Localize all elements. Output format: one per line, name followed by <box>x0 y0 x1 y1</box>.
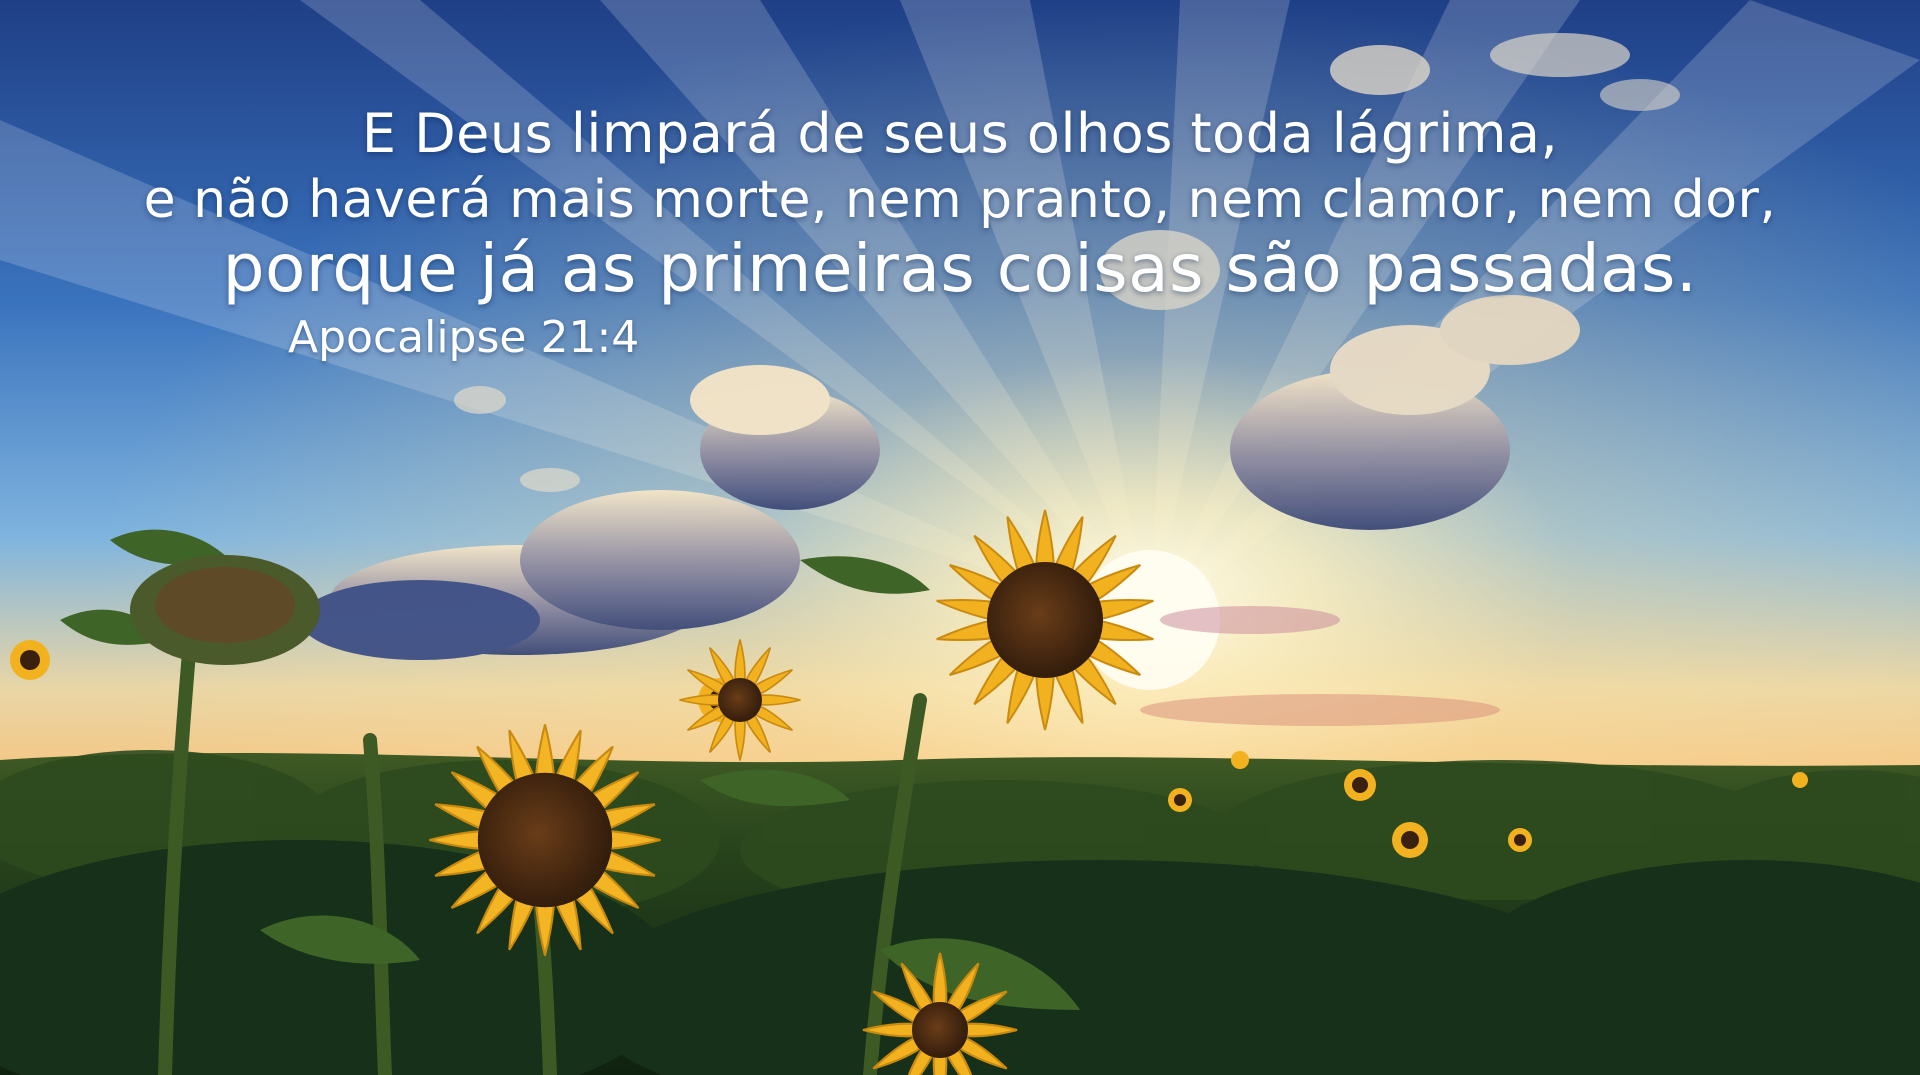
verse-reference: Apocalipse 21:4 <box>288 312 640 363</box>
verse-text <box>0 100 1920 306</box>
verse-line-1: E Deus limpará de seus olhos toda lágrima, <box>361 102 1559 165</box>
verse-line-3: porque já as primeiras coisas são passadas. <box>222 230 1698 307</box>
verse-line-2: e não haverá mais morte, nem pranto, nem clamor, nem dor, <box>143 170 1777 230</box>
